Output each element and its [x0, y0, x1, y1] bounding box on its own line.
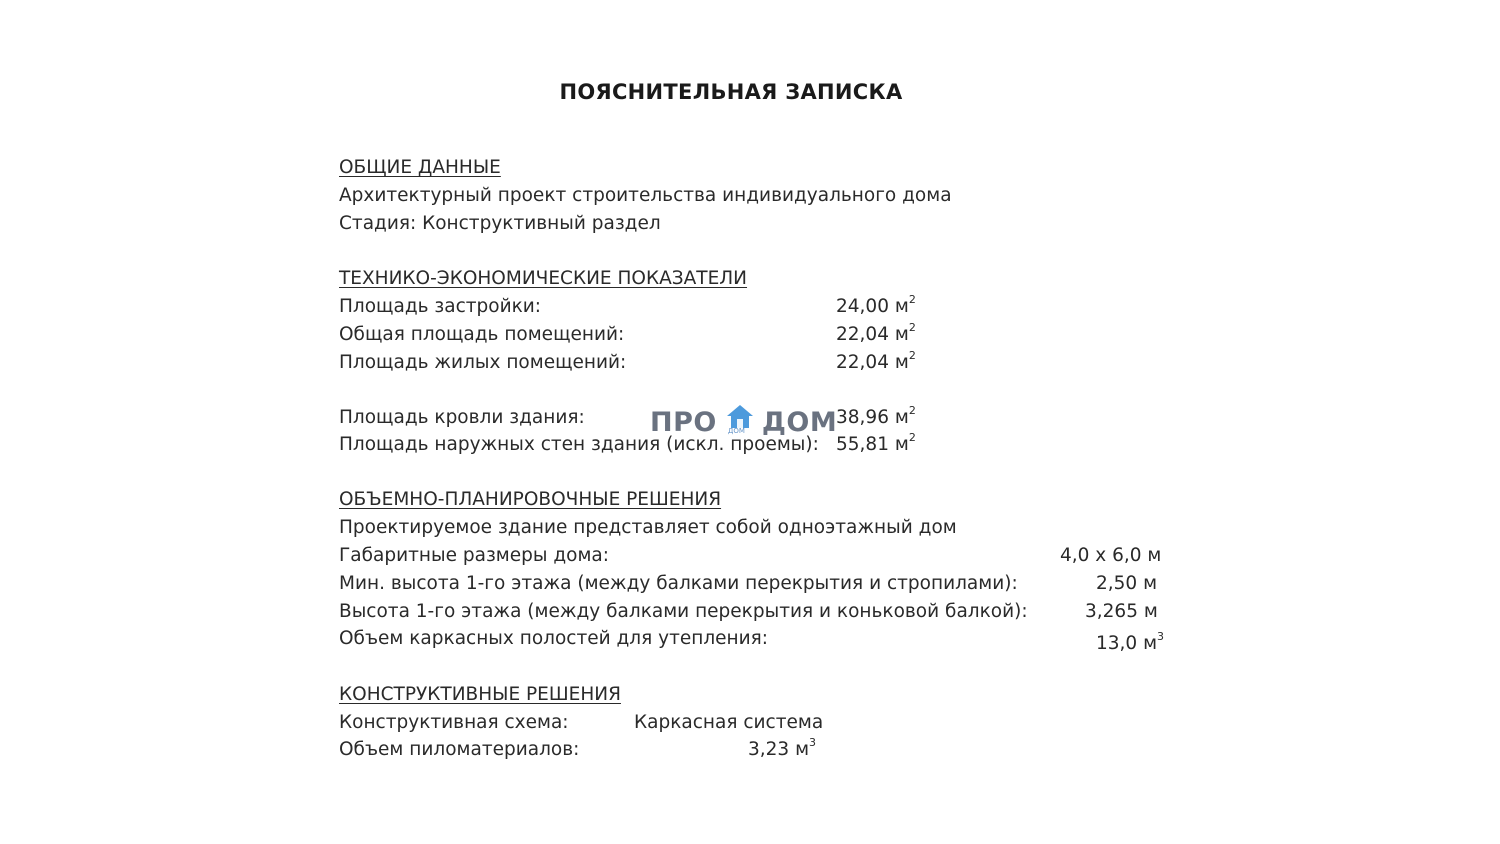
watermark-logo — [650, 402, 837, 442]
indicator-label: Общая площадь помещений: — [339, 324, 625, 345]
document-title: ПОЯСНИТЕЛЬНАЯ ЗАПИСКА — [559, 80, 903, 104]
indicator-label: Площадь застройки: — [339, 296, 542, 317]
section-heading-construction: КОНСТРУКТИВНЫЕ РЕШЕНИЯ — [339, 684, 621, 705]
indicator-value: 38,96 $м^2$ — [836, 403, 916, 428]
construction-value: 3,23 $м^3$ — [748, 735, 817, 760]
planning-value: 4,0 х 6,0 м — [1060, 545, 1162, 566]
planning-label: Объем каркасных полостей для утепления: — [339, 628, 769, 649]
indicator-label: Площадь наружных стен здания (искл. проемы): — [339, 434, 819, 455]
construction-label: Конструктивная схема: — [339, 712, 569, 733]
construction-label: Объем пиломатериалов: — [339, 739, 580, 760]
project-stage: Стадия: Конструктивный раздел — [339, 213, 661, 234]
indicator-label: Площадь жилых помещений: — [339, 352, 627, 373]
planning-label: Высота 1-го этажа (между балками перекрытия и коньковой балкой): — [339, 601, 1028, 622]
planning-description: Проектируемое здание представляет собой одноэтажный дом — [339, 517, 957, 538]
section-heading-indicators: ТЕХНИКО-ЭКОНОМИЧЕСКИЕ ПОКАЗАТЕЛИ — [339, 268, 748, 289]
indicator-value: 55,81 $м^2$ — [836, 430, 916, 455]
indicator-value: 22,04 $м^2$ — [836, 348, 916, 373]
section-heading-general: ОБЩИЕ ДАННЫЕ — [339, 157, 501, 178]
indicator-value: 22,04 $м^2$ — [836, 320, 916, 345]
watermark-text-right: ДОМ — [761, 406, 838, 438]
watermark-small-text: ДОМ — [727, 427, 745, 435]
planning-value: 3,265 м — [1085, 601, 1158, 622]
planning-value: 13,0 $м^3$ — [1096, 629, 1165, 654]
house-icon — [726, 404, 754, 434]
planning-value: 2,50 м — [1096, 573, 1158, 594]
construction-value: Каркасная система — [634, 712, 824, 733]
section-heading-planning: ОБЪЕМНО-ПЛАНИРОВОЧНЫЕ РЕШЕНИЯ — [339, 489, 722, 510]
planning-label: Габаритные размеры дома: — [339, 545, 609, 566]
project-description: Архитектурный проект строительства индивидуального дома — [339, 185, 952, 206]
watermark-text-left: ПРО — [650, 406, 717, 438]
indicator-value: 24,00 $м^2$ — [836, 292, 916, 317]
planning-label: Мин. высота 1-го этажа (между балками перекрытия и стропилами): — [339, 573, 1018, 594]
indicator-label: Площадь кровли здания: — [339, 407, 585, 428]
